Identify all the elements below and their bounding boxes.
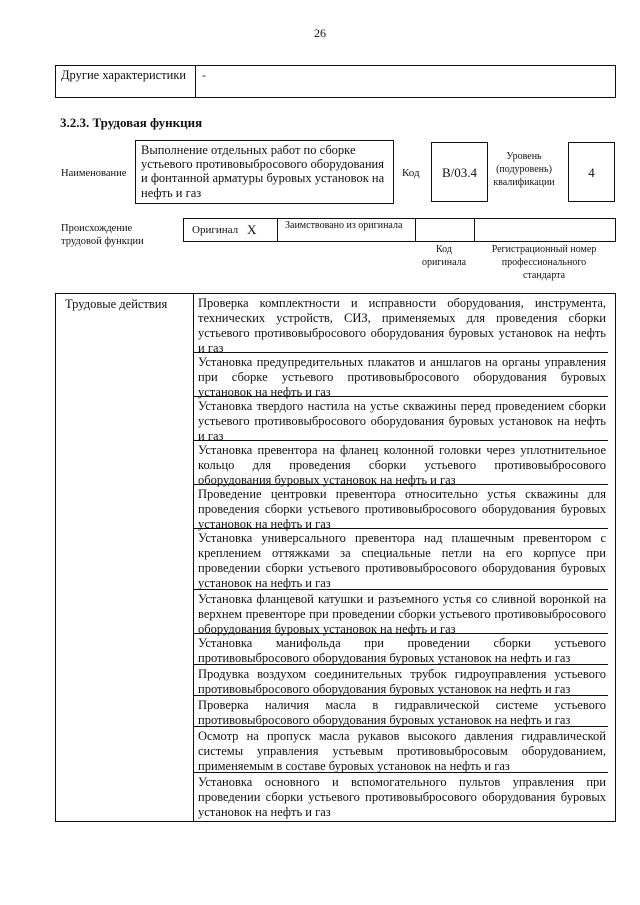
- labor-action-text: Установка твердого настила на устье скважины перед проведением сборки устьевого противовыбросового оборудования буровых установок на нефть и газ: [198, 399, 606, 443]
- table-row: [194, 529, 608, 590]
- qualification-level-value: 4: [588, 165, 595, 180]
- other-characteristics-row: [55, 65, 616, 98]
- labor-action-text: Установка предупредительных плакатов и аншлагов на органы управления при сборке устьевого противовыбросового оборудования буровых установок на нефть и газ: [198, 355, 606, 399]
- labor-action-text: Проведение центровки превентора относительно устья скважины для проведения сборки устьевого противовыбросового оборудования буровых установок на нефть и газ: [198, 487, 606, 531]
- labor-action-text: Установка манифольда при проведении сборки устьевого противовыбросового оборудования буровых установок на нефть и газ: [198, 636, 606, 665]
- original-label: Оригинал: [192, 224, 239, 236]
- name-label: Наименование: [61, 168, 127, 179]
- labor-actions-header: Трудовые действия: [65, 297, 168, 311]
- table-row: [194, 485, 608, 529]
- function-code-value: B/03.4: [441, 165, 478, 180]
- table-row: [194, 773, 608, 820]
- registration-number-caption: Регистрационный номер профессионального стандарта: [491, 244, 597, 281]
- other-characteristics-label: Другие характеристики: [61, 68, 187, 82]
- qualification-level-box: [568, 142, 615, 202]
- origin-label: Происхождение трудовой функции: [61, 223, 144, 247]
- page-number: 26: [314, 26, 326, 40]
- qualification-level-label: Уровень (подуровень) квалификации: [493, 151, 555, 188]
- labor-action-text: Установка основного и вспомогательного пультов управления при проведении сборки устьевого противовыбросового оборудования буровых установок на нефть и газ: [198, 775, 606, 819]
- origin-table: [183, 218, 616, 242]
- borrowed-label: Заимствовано из оригинала: [285, 220, 403, 231]
- table-row: [194, 727, 608, 773]
- function-code-box: [431, 142, 488, 202]
- labor-action-text: Установка превентора на фланец колонной головки через уплотнительное кольцо для проведения сборки устьевого противовыбросового оборудования буровых установок на нефть и газ: [198, 443, 606, 487]
- original-mark: X: [247, 222, 257, 237]
- table-row: [194, 397, 608, 441]
- table-row: [194, 294, 608, 353]
- origin-divider: [474, 219, 475, 241]
- table-row: [194, 353, 608, 397]
- table-row: [194, 634, 608, 665]
- table-row: [194, 590, 608, 634]
- labor-action-text: Проверка наличия масла в гидравлической системе устьевого противовыбросового оборудования буровых установок на нефть и газ: [198, 698, 606, 727]
- function-name-value: Выполнение отдельных работ по сборке устьевого противовыбросового оборудования и фонтанной арматуры буровых установок на нефть и газ: [141, 143, 385, 200]
- table-row: [194, 696, 608, 727]
- other-characteristics-value: -: [202, 68, 206, 82]
- labor-action-text: Установка универсального превентора над плашечным превентором с креплением оттяжками за специальные петли на его корпусе при проведении сборки устьевого противовыбросового оборудования буровых установок на нефть и газ: [198, 531, 606, 590]
- origin-divider: [277, 219, 278, 241]
- labor-action-text: Осмотр на пропуск масла рукавов высокого давления гидравлической системы управления устьевым противовыбросовым оборудованием, применяемым в составе буровых установок на нефть и газ: [198, 729, 606, 773]
- labor-action-text: Установка фланцевой катушки и разъемного устья со сливной воронкой на верхнем превенторе при проведении сборки устьевого противовыбросового оборудования буровых установок на нефть и газ: [198, 592, 606, 636]
- labor-action-text: Продувка воздухом соединительных трубок гидроуправления устьевого противовыбросового оборудования буровых установок на нефть и газ: [198, 667, 606, 696]
- function-name-box: [135, 140, 394, 204]
- labor-action-text: Проверка комплектности и исправности оборудования, инструмента, технических устройств, СИЗ, применяемых для проведения сборки устьевого противовыбросового оборудования буровых установок на нефть и газ: [198, 296, 606, 355]
- column-divider: [195, 66, 196, 97]
- original-code-caption: Код оригинала: [421, 244, 467, 268]
- code-label: Код: [402, 167, 420, 179]
- labor-actions-table: [55, 293, 616, 822]
- section-title: 3.2.3. Трудовая функция: [60, 115, 203, 130]
- origin-divider: [415, 219, 416, 241]
- table-row: [194, 441, 608, 485]
- table-row: [194, 665, 608, 696]
